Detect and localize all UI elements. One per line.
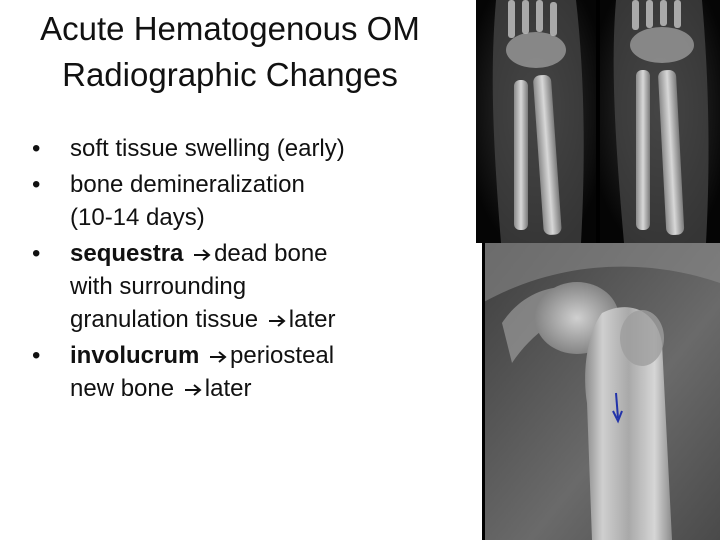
bullet-marker: • — [32, 342, 41, 369]
bullet-line — [70, 237, 450, 270]
forearm-xray-image — [476, 0, 720, 243]
bullet-text: with surrounding — [70, 273, 247, 300]
title-line-1: Acute Hematogenous OM — [40, 10, 420, 47]
bullet-item — [30, 132, 450, 165]
bullet-marker: • — [32, 135, 41, 162]
bullet-text: later — [204, 375, 252, 402]
bullet-marker: • — [32, 240, 41, 267]
bullet-item — [30, 237, 450, 336]
bullet-marker: • — [32, 171, 41, 198]
right-arrow-icon — [193, 248, 211, 262]
bullet-list — [30, 132, 450, 408]
bullet-text: dead bone — [214, 240, 328, 267]
title-line-2: Radiographic Changes — [62, 56, 398, 93]
bullet-item — [30, 168, 450, 234]
right-arrow-icon — [268, 314, 286, 328]
bullet-item — [30, 339, 450, 405]
bullet-text: granulation tissue — [70, 306, 259, 333]
bullet-text: later — [288, 306, 336, 333]
bullet-line — [70, 339, 450, 372]
bullet-line — [70, 372, 450, 405]
right-arrow-icon — [184, 383, 202, 397]
right-arrow-icon — [209, 350, 227, 364]
bullet-text: bone demineralization — [70, 171, 305, 198]
bullet-text: new bone — [70, 375, 175, 402]
term-sequestra: sequestra — [70, 240, 184, 267]
bullet-text: (10-14 days) — [70, 204, 205, 231]
term-involucrum: involucrum — [70, 342, 200, 369]
bullet-text: periosteal — [230, 342, 335, 369]
bullet-text: soft tissue swelling (early) — [70, 135, 345, 162]
bullet-line — [70, 303, 450, 336]
slide-title — [0, 6, 460, 98]
femur-xray-image — [482, 243, 720, 540]
